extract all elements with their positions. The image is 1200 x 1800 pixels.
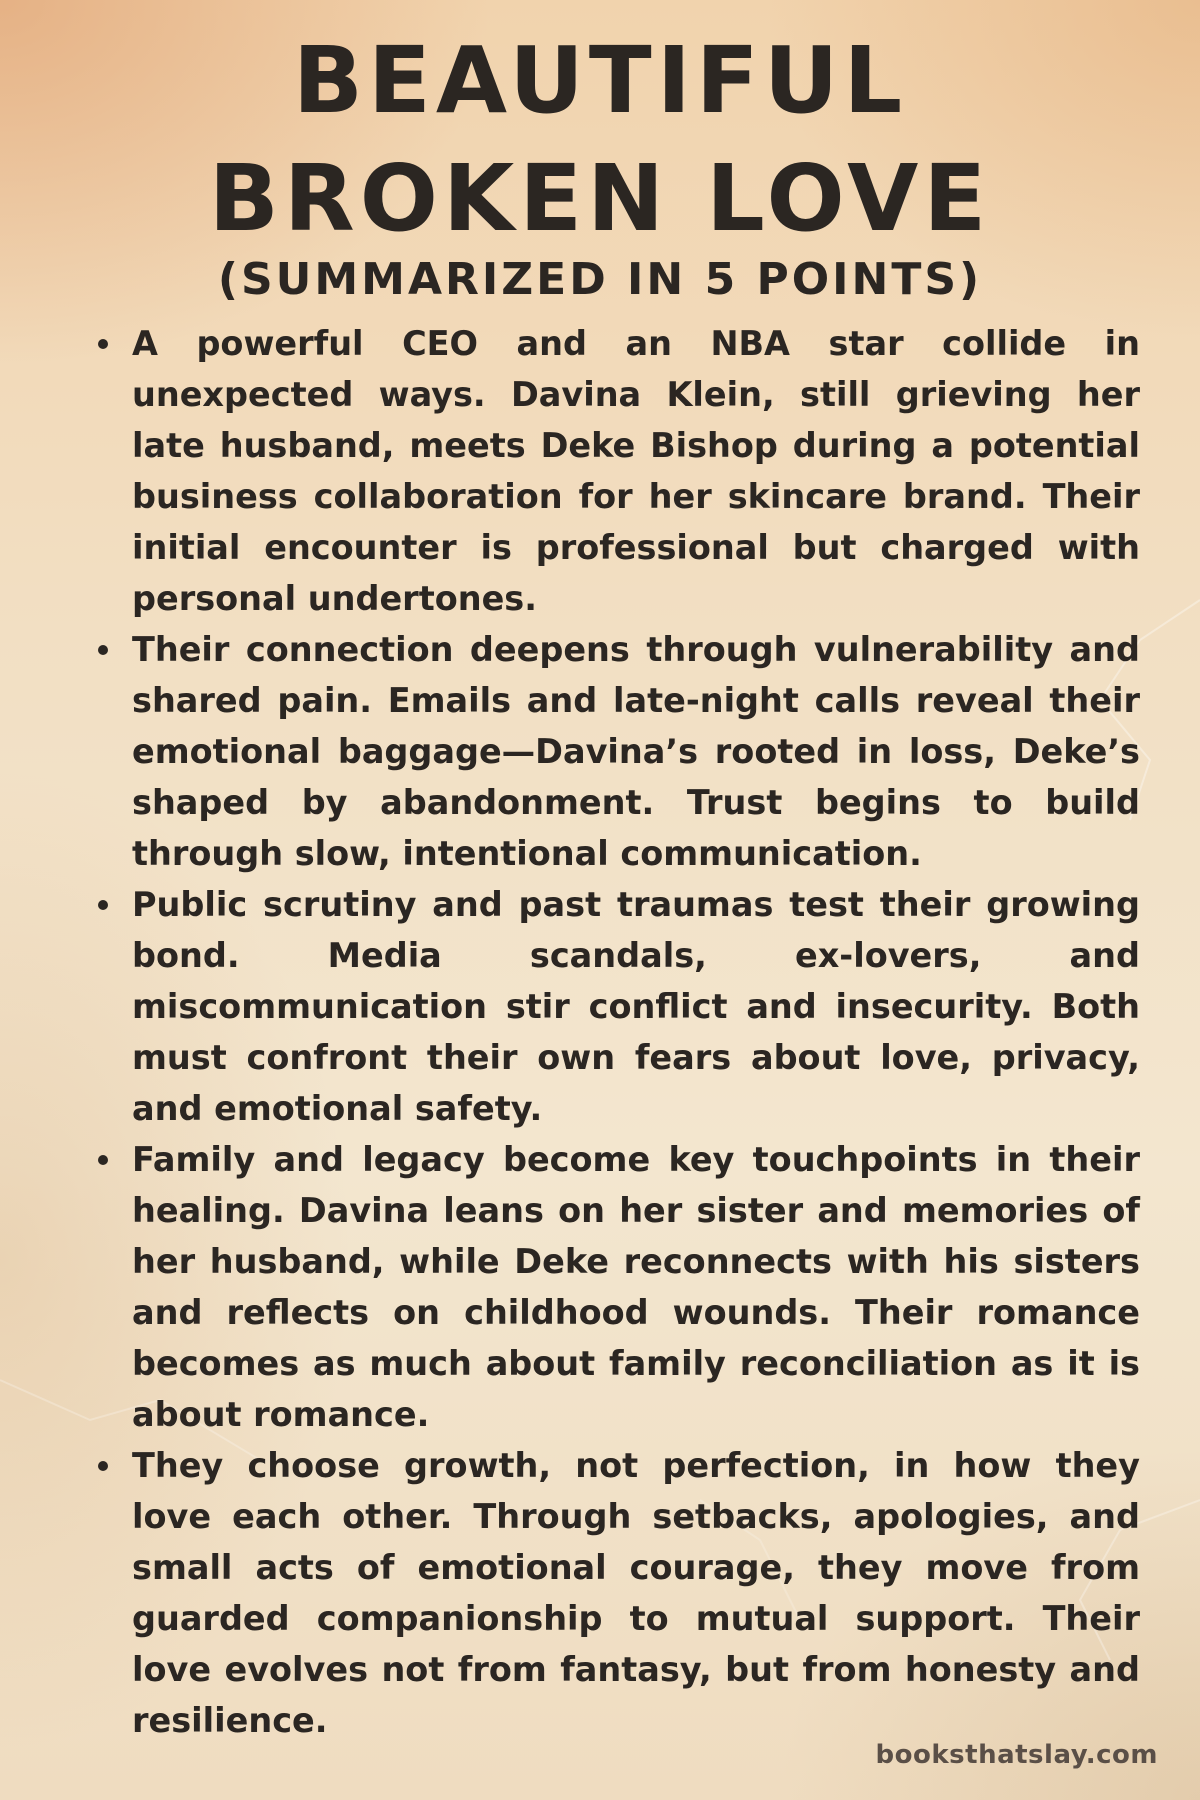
summary-point <box>92 879 1140 1134</box>
bullet-icon <box>98 900 108 910</box>
summary-point-text: Public scrutiny and past traumas test their growing bond. Media scandals, ex-lovers, and miscommunication stir conflict and insecurity. Both must confront their own fears about love, privacy, and emotional safety. <box>132 885 1140 1128</box>
page-subtitle: (SUMMARIZED IN 5 POINTS) <box>217 254 983 305</box>
site-watermark: booksthatslay.com <box>875 1740 1158 1770</box>
summary-points-list <box>92 318 1140 1746</box>
bullet-icon <box>98 645 108 655</box>
bullet-icon <box>98 1155 108 1165</box>
summary-point <box>92 624 1140 879</box>
summary-point-text: A powerful CEO and an NBA star collide in unexpected ways. Davina Klein, still grieving her late husband, meets Deke Bishop during a potential business collaboration for her skincare brand. Their initial encounter is professional but charged with personal undertones. <box>132 324 1140 618</box>
summary-point <box>92 318 1140 624</box>
summary-point-text: They choose growth, not perfection, in how they love each other. Through setbacks, apologies, and small acts of emotional courage, they move from guarded companionship to mutual support. Their love evolves not from fantasy, but from honesty and resilience. <box>132 1446 1140 1740</box>
summary-point-text: Their connection deepens through vulnerability and shared pain. Emails and late-night calls reveal their emotional baggage—Davina’s rooted in loss, Deke’s shaped by abandonment. Trust begins to build through slow, intentional communication. <box>132 630 1140 873</box>
summary-point <box>92 1440 1140 1746</box>
bullet-icon <box>98 1461 108 1471</box>
page-title: BEAUTIFUL BROKEN LOVE <box>208 27 992 252</box>
summary-point-text: Family and legacy become key touchpoints in their healing. Davina leans on her sister and memories of her husband, while Deke reconnects with his sisters and reflects on childhood wounds. Their romance becomes as much about family reconciliation as it is about romance. <box>132 1140 1140 1434</box>
bullet-icon <box>98 339 108 349</box>
summary-point <box>92 1134 1140 1440</box>
